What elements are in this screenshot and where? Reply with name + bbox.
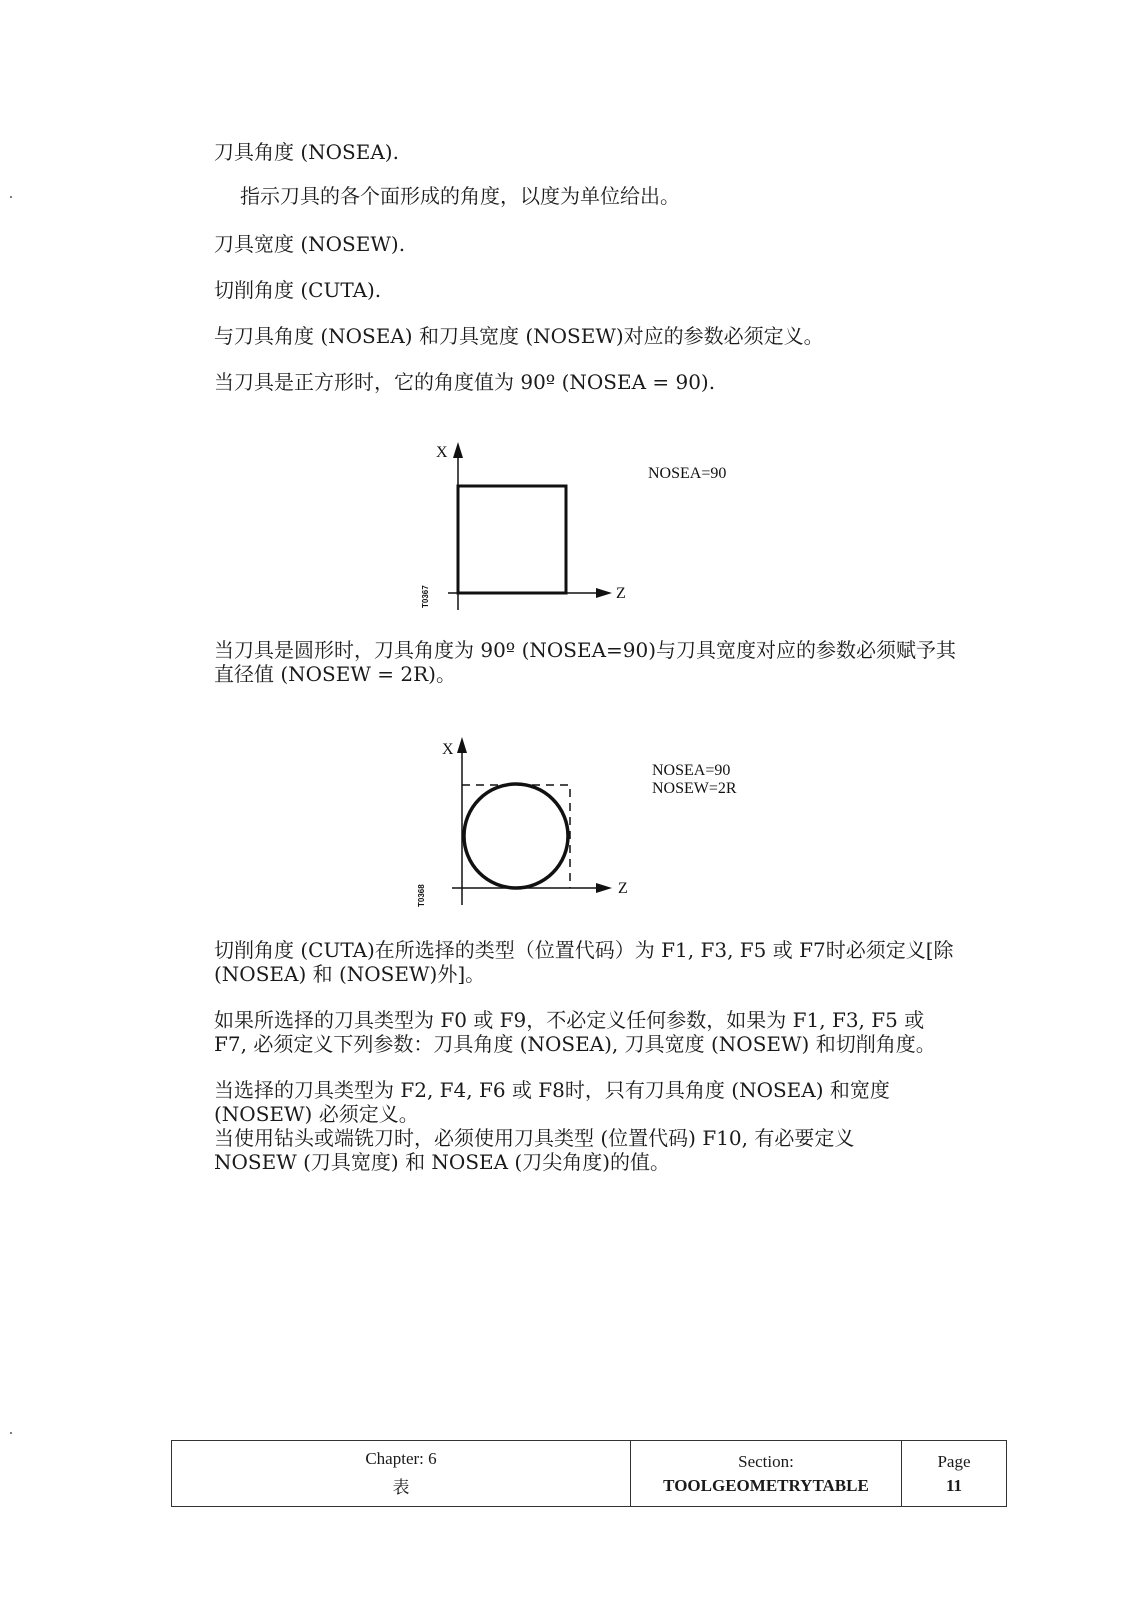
- scan-speck: [10, 1432, 12, 1434]
- figure2-nosew-label: NOSEW=2R: [652, 780, 737, 797]
- figure2-nosea-label: NOSEA=90: [652, 762, 731, 779]
- paragraph-nosea-desc: 指示刀具的各个面形成的角度，以度为单位给出。: [240, 184, 680, 208]
- figure2-code: T0368: [417, 884, 426, 907]
- page-footer: [171, 1440, 1007, 1507]
- paragraph-round-2: 直径值 (NOSEW = 2R)。: [214, 662, 456, 686]
- scan-speck: [10, 196, 12, 198]
- figure-square-tool: [410, 440, 770, 625]
- page-number: 11: [945, 1475, 963, 1495]
- x-axis-arrow-icon: [453, 442, 463, 458]
- x-axis-label: X: [436, 444, 448, 461]
- paragraph-round-1: 当刀具是圆形时，刀具角度为 90º (NOSEA=90)与刀具宽度对应的参数必须赋予其: [214, 638, 957, 662]
- square-tool-shape: [458, 486, 566, 593]
- section-title: TOOLGEOMETRYTABLE: [663, 1475, 869, 1495]
- x-axis-label: X: [442, 741, 454, 758]
- round-tool-shape: [464, 784, 568, 888]
- figure1-nosea-label: NOSEA=90: [648, 465, 727, 482]
- paragraph-even-types-2: (NOSEW) 必须定义。: [214, 1102, 419, 1126]
- paragraph-cuta-1: 切削角度 (CUTA)在所选择的类型（位置代码）为 F1, F3, F5 或 F7时必须定义[除: [214, 938, 954, 962]
- z-axis-label: Z: [616, 585, 626, 602]
- chapter-label: Chapter: 6: [365, 1449, 437, 1468]
- footer-page-cell: [901, 1441, 1006, 1506]
- figure-round-tool: [410, 735, 770, 920]
- z-axis-arrow-icon: [596, 588, 612, 598]
- x-axis-arrow-icon: [457, 737, 467, 753]
- z-axis-arrow-icon: [596, 883, 612, 893]
- heading-cuta: 切削角度 (CUTA).: [214, 278, 382, 302]
- footer-chapter-cell: [172, 1441, 630, 1506]
- paragraph-square: 当刀具是正方形时，它的角度值为 90º (NOSEA = 90).: [214, 370, 716, 394]
- z-axis-label: Z: [618, 880, 628, 897]
- paragraph-types-2: F7, 必须定义下列参数：刀具角度 (NOSEA), 刀具宽度 (NOSEW) 和切削角度。: [214, 1032, 936, 1056]
- paragraph-required: 与刀具角度 (NOSEA) 和刀具宽度 (NOSEW)对应的参数必须定义。: [214, 324, 824, 348]
- paragraph-even-types-1: 当选择的刀具类型为 F2, F4, F6 或 F8时，只有刀具角度 (NOSEA) 和宽度: [214, 1078, 890, 1102]
- section-label: Section:: [738, 1451, 794, 1471]
- paragraph-cuta-2: (NOSEA) 和 (NOSEW)外]。: [214, 962, 486, 986]
- paragraph-drill-1: 当使用钻头或端铣刀时，必须使用刀具类型 (位置代码) F10, 有必要定义: [214, 1126, 855, 1150]
- page-label: Page: [937, 1451, 971, 1471]
- footer-section-cell: [630, 1441, 901, 1506]
- paragraph-types-1: 如果所选择的刀具类型为 F0 或 F9，不必定义任何参数，如果为 F1, F3, F5 或: [214, 1008, 925, 1032]
- chapter-title: 表: [392, 1478, 410, 1497]
- paragraph-drill-2: NOSEW (刀具宽度) 和 NOSEA (刀尖角度)的值。: [214, 1150, 671, 1174]
- heading-nosea: 刀具角度 (NOSEA).: [214, 140, 399, 164]
- heading-nosew: 刀具宽度 (NOSEW).: [214, 232, 406, 256]
- figure1-code: T0367: [421, 585, 430, 608]
